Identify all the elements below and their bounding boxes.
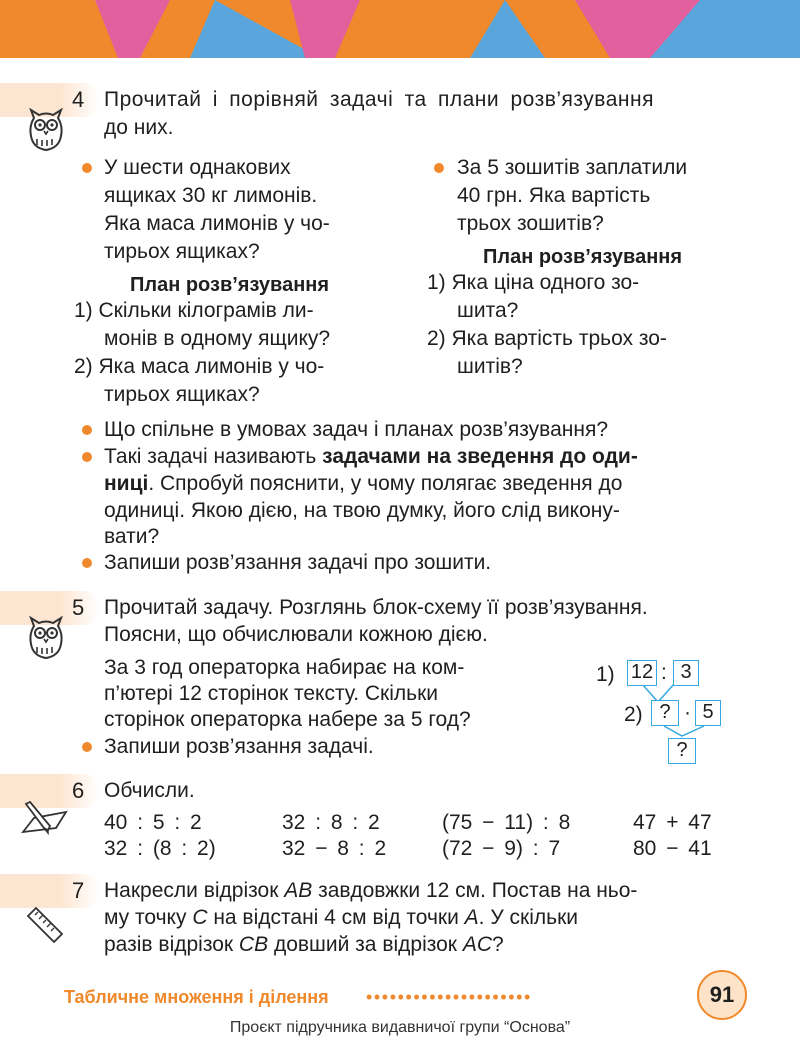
question-text: . Спробуй пояснити, у чому полягає зведення до: [148, 472, 623, 495]
task-number: 6: [72, 778, 85, 803]
diagram-step2-label: 2): [624, 703, 643, 726]
top-decorative-band: [0, 0, 800, 58]
left-problem-line: ящиках 30 кг лимонів.: [104, 184, 318, 207]
task4-line1: Прочитай і порівняй задачі та плани розв’язування: [104, 88, 654, 111]
task7-line2: [104, 903, 578, 933]
owl-icon: [26, 616, 66, 660]
right-plan-line: 1) Яка ціна одного зо-: [427, 271, 640, 294]
text: завдовжки 12 см. Постав на ньо-: [312, 879, 638, 902]
left-problem-line: тирьох ящиках?: [104, 240, 260, 263]
text: ?: [492, 933, 504, 956]
expression: 40 : 5 : 2: [104, 811, 202, 834]
expression: (72 − 9) : 7: [442, 837, 561, 860]
right-plan-line: шита?: [457, 299, 519, 322]
expression: 47 + 47: [633, 811, 712, 834]
term-bold: ниці: [104, 472, 149, 495]
left-plan-line: 1) Скільки кілограмів ли-: [74, 299, 314, 322]
task4-question1: Що спільне в умовах задач і планах розв’язування?: [104, 418, 608, 441]
publisher-credit: Проєкт підручника видавничої групи “Основа”: [229, 1019, 571, 1036]
task7-line3: [104, 930, 504, 960]
right-problem-line: 40 грн. Яка вартість: [457, 184, 651, 207]
bullet: [82, 425, 92, 435]
text: му точку: [104, 906, 193, 929]
segment-label: AB: [284, 879, 313, 902]
term-bold: задачами на зведення до оди-: [322, 445, 638, 468]
task4-question2-line3: одиниці. Якою дією, на твою думку, його слід викону-: [104, 499, 620, 522]
bullet: [82, 742, 92, 752]
left-plan-title: План розв’язування: [130, 274, 330, 296]
ruler-icon: [24, 904, 66, 946]
task4-question2-line1: [104, 442, 638, 472]
task-number-bar: [0, 874, 100, 908]
task-number: 7: [72, 878, 85, 903]
text: на відстані 4 см від точки: [207, 906, 465, 929]
expression: 32 : (8 : 2): [104, 837, 216, 860]
task-number: 5: [72, 595, 85, 620]
right-plan-title: План розв’язування: [483, 246, 683, 268]
diagram-operator-divide: :: [661, 661, 667, 684]
right-plan-line: шитів?: [457, 355, 523, 378]
text: разів відрізок: [104, 933, 239, 956]
footer-dot-leader: •••••••••••••••••••••: [366, 987, 532, 1007]
expression: 32 : 8 : 2: [282, 811, 380, 834]
text: Накресли відрізок: [104, 879, 285, 902]
diagram-box-divisor: 3: [673, 660, 699, 686]
task5-line1: Прочитай задачу. Розглянь блок-схему її розв’язування.: [104, 596, 648, 619]
chapter-title: Табличне множення і ділення: [64, 987, 329, 1007]
left-plan-line: 2) Яка маса лимонів у чо-: [74, 355, 325, 378]
point-label: A: [464, 906, 479, 929]
diagram-box-unknown: ?: [651, 700, 679, 726]
right-plan-line: 2) Яка вартість трьох зо-: [427, 327, 667, 350]
text: довший за відрізок: [268, 933, 463, 956]
point-label: C: [192, 906, 208, 929]
diagram-box-factor: 5: [695, 700, 721, 726]
task5-line2: Поясни, що обчислювали кожною дією.: [104, 623, 488, 646]
expression: 32 − 8 : 2: [282, 837, 387, 860]
diagram-box-result: ?: [668, 738, 696, 764]
task5-question: Запиши розв’язання задачі.: [104, 735, 374, 758]
left-problem-line: У шести однакових: [104, 156, 291, 179]
bullet: [82, 558, 92, 568]
right-problem-line: За 5 зошитів заплатили: [457, 156, 688, 179]
task7-line1: [104, 876, 637, 906]
task4-line2: до них.: [104, 116, 174, 139]
task6-title: Обчисли.: [104, 779, 195, 802]
left-plan-line: тирьох ящиках?: [104, 383, 260, 406]
task5-problem-line: п’ютері 12 сторінок тексту. Скільки: [104, 682, 439, 705]
text: . У скільки: [478, 906, 578, 929]
expression: 80 − 41: [633, 837, 712, 860]
left-problem-line: Яка маса лимонів у чо-: [104, 212, 330, 235]
task4-question3: Запиши розв’язання задачі про зошити.: [104, 551, 492, 574]
left-plan-line: монів в одному ящику?: [104, 327, 331, 350]
task4-question2-line4: вати?: [104, 525, 160, 548]
task5-problem-line: За 3 год операторка набирає на ком-: [104, 656, 465, 679]
diagram-box-dividend: 12: [627, 660, 657, 686]
page-number: 91: [709, 982, 735, 1007]
diagram-operator-multiply: ·: [684, 701, 691, 724]
bullet: [434, 163, 444, 173]
bullet: [82, 452, 92, 462]
task5-problem-line: сторінок операторка набере за 5 год?: [104, 708, 471, 731]
right-problem-line: трьох зошитів?: [457, 212, 604, 235]
owl-icon: [26, 108, 66, 152]
pencil-notebook-icon: [20, 798, 72, 838]
expression: (75 − 11) : 8: [442, 811, 571, 834]
segment-label: CB: [238, 933, 269, 956]
task-number: 4: [72, 87, 85, 112]
bullet: [82, 163, 92, 173]
diagram-step1-label: 1): [596, 663, 615, 686]
task4-question2-line2: [104, 469, 622, 499]
segment-label: AC: [462, 933, 493, 956]
question-text: Такі задачі називають: [104, 445, 323, 468]
